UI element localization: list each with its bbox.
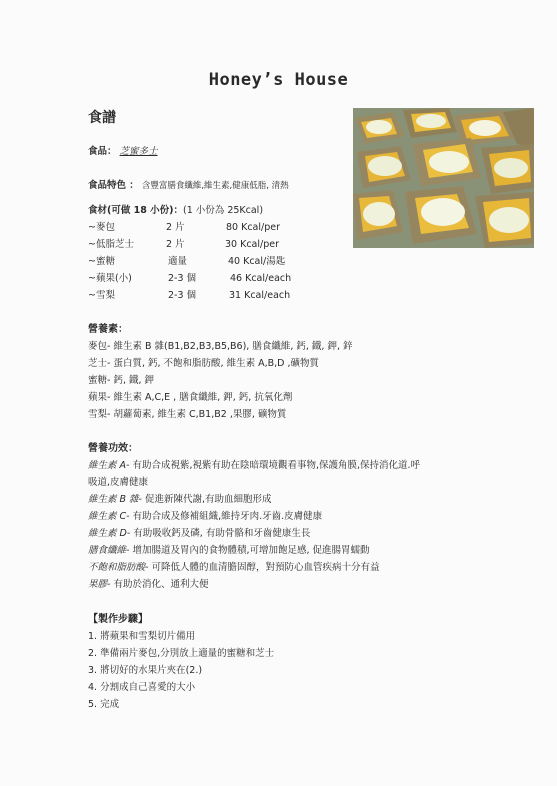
ingredient-name: ~蘋果(小) bbox=[88, 273, 132, 284]
benefit-text: 促進新陳代謝,有助血細胞形成 bbox=[142, 494, 272, 505]
benefit-line bbox=[88, 459, 420, 472]
food-photo bbox=[353, 108, 534, 248]
benefits-header: 營養功效： bbox=[88, 443, 138, 454]
benefit-text: 可降低人體的血清膽固醇，對預防心血管疾病十分有益 bbox=[148, 562, 380, 573]
benefit-line bbox=[88, 561, 379, 574]
benefit-text: 增加腸道及胃內的食物體積,可增加飽足感, 促進腸胃蠕動 bbox=[129, 545, 370, 556]
nutrition-header: 營養素： bbox=[88, 324, 128, 335]
ingredient-kcal: 46 Kcal/each bbox=[230, 273, 292, 284]
benefit-term: 膳食纖維- bbox=[88, 545, 130, 556]
benefit-line bbox=[88, 476, 148, 489]
benefit-term: 果膠- bbox=[88, 579, 111, 590]
steps-header: 【製作步驟】 bbox=[88, 614, 148, 625]
ingredient-name: ~低脂芝士 bbox=[88, 239, 134, 250]
nutrition-line: 芝士- 蛋白質, 鈣, 不飽和脂肪酸, 維生素 A,B,D ,礦物質 bbox=[88, 358, 319, 369]
ingredients-header bbox=[88, 204, 263, 217]
ingredient-qty: 2 片 bbox=[166, 222, 185, 233]
benefit-line bbox=[88, 527, 310, 540]
canape-illustration bbox=[353, 108, 534, 248]
food-label: 食品： bbox=[88, 146, 117, 157]
nutrition-line: 雪梨- 胡蘿蔔素, 維生素 C,B1,B2 ,果膠, 礦物質 bbox=[88, 409, 287, 420]
document-title: Honey’s House bbox=[208, 70, 349, 90]
food-name-line bbox=[88, 145, 158, 158]
ingredient-qty: 適量 bbox=[168, 256, 188, 267]
ingredient-name: ~麥包 bbox=[88, 222, 115, 233]
feature-label: 食品特色 ： bbox=[88, 180, 139, 191]
benefit-text: 有助於消化、通利大便 bbox=[110, 579, 209, 590]
benefit-text: 吸道,皮膚健康 bbox=[88, 477, 149, 488]
benefit-term: 維生素 A- bbox=[88, 460, 130, 471]
benefit-text: 有助吸收鈣及磷, 有助骨骼和牙齒健康生長 bbox=[130, 528, 311, 539]
ingredient-name: ~蜜糖 bbox=[88, 256, 115, 267]
food-value: 芝蜜多士 bbox=[119, 146, 158, 157]
ingredient-qty: 2-3 個 bbox=[168, 290, 197, 301]
ingredients-header-bold: 食材(可做 18 小份)： bbox=[88, 205, 184, 216]
benefit-line bbox=[88, 578, 208, 591]
step-item: 2. 準備兩片麥包,分別放上適量的蜜糖和芝士 bbox=[88, 648, 275, 659]
benefit-term: 維生素 D- bbox=[88, 528, 131, 539]
benefit-line bbox=[88, 510, 322, 523]
benefit-line bbox=[88, 493, 272, 506]
step-item: 3. 將切好的水果片夾在(2.) bbox=[88, 665, 203, 676]
section-heading: 食譜 bbox=[88, 110, 116, 126]
ingredient-kcal: 40 Kcal/湯匙 bbox=[228, 256, 286, 267]
ingredient-kcal: 30 Kcal/per bbox=[225, 239, 280, 250]
benefit-term: 維生素 B 雜- bbox=[88, 494, 142, 505]
ingredient-qty: 2-3 個 bbox=[168, 273, 197, 284]
benefit-text: 有助合成及修補組織,維持牙肉.牙齒.皮膚健康 bbox=[129, 511, 323, 522]
step-item: 5. 完成 bbox=[88, 699, 120, 710]
nutrition-line: 麥包- 維生素 B 雜(B1,B2,B3,B5,B6), 膳食纖維, 鈣, 鐵, 鉀, 鋅 bbox=[88, 341, 353, 352]
ingredient-qty: 2 片 bbox=[166, 239, 185, 250]
feature-value: 含豐富膳食纖維,維生素,健康低脂, 清熱 bbox=[141, 181, 289, 191]
ingredient-name: ~雪梨 bbox=[88, 290, 115, 301]
step-item: 1. 將蘋果和雪梨切片備用 bbox=[88, 631, 196, 642]
ingredients-header-rest: (1 小份為 25Kcal) bbox=[183, 205, 264, 216]
benefit-term: 不飽和脂肪酸- bbox=[88, 562, 149, 573]
nutrition-line: 蜜糖- 鈣, 鐵, 鉀 bbox=[88, 375, 155, 386]
step-item: 4. 分割成自己喜愛的大小 bbox=[88, 682, 196, 693]
feature-line bbox=[88, 179, 289, 193]
ingredient-kcal: 80 Kcal/per bbox=[226, 222, 281, 233]
benefit-term: 維生素 C- bbox=[88, 511, 130, 522]
ingredient-kcal: 31 Kcal/each bbox=[229, 290, 291, 301]
nutrition-line: 蘋果- 維生素 A,C,E , 膳食纖維, 鉀, 鈣, 抗氧化劑 bbox=[88, 392, 293, 403]
benefit-text: 有助合成視紫,視紫有助在陰暗環境觀看事物,保護角膜,保持消化道.呼 bbox=[129, 460, 421, 471]
benefit-line bbox=[88, 544, 370, 557]
